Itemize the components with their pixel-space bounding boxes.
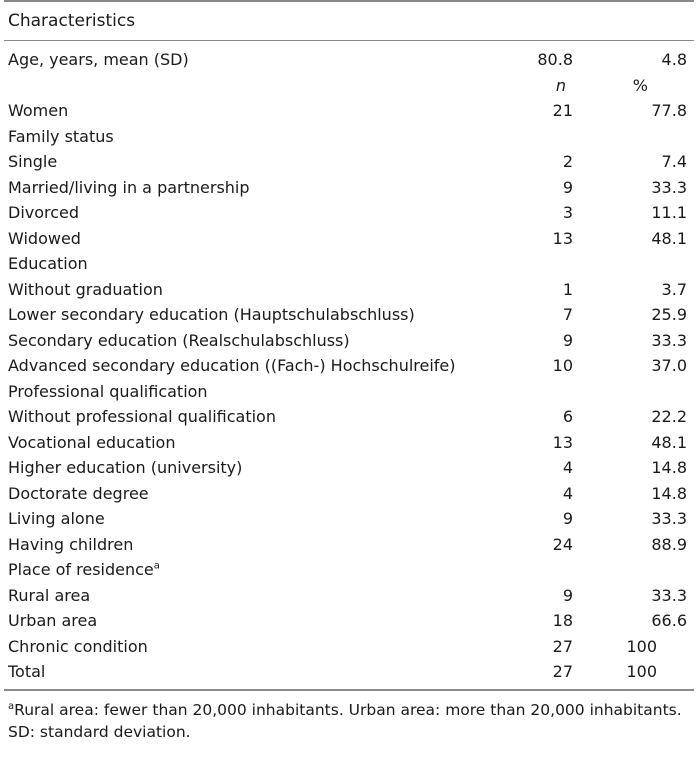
row-label (8, 535, 133, 554)
table-row (4, 455, 694, 481)
row-label-text: Living alone (8, 509, 105, 528)
table-row (4, 124, 694, 150)
table-row (4, 353, 694, 379)
row-label (8, 229, 81, 248)
row-label (8, 178, 250, 197)
cell-n: 6 (562, 407, 573, 426)
table-row (4, 149, 694, 175)
row-label-text: Higher education (university) (8, 458, 243, 477)
row-label-text: Married/living in a partnership (8, 177, 250, 197)
row-label-text: Chronic condition (8, 636, 148, 656)
row-label (8, 280, 163, 299)
cell-percent: 77.8 (651, 101, 687, 120)
cell-percent: 4.8 (661, 50, 687, 69)
table-row (4, 634, 694, 660)
cell-percent: 14.8 (651, 483, 687, 503)
footnote-marker: a (8, 700, 15, 712)
row-label (8, 50, 189, 69)
row-label-text: Age, years, mean (SD) (8, 50, 189, 69)
row-label (8, 586, 90, 605)
table-row (4, 532, 694, 558)
footnote-text: Rural area: fewer than 20,000 inhabitants. Urban area: more than 20,000 inhabitants. SD: standard deviation. (8, 700, 682, 741)
cell-n: 2 (562, 152, 573, 171)
row-label (8, 127, 114, 146)
row-label (8, 203, 79, 222)
table-row (4, 73, 694, 99)
row-label-text: Without professional qualification (8, 407, 276, 426)
cell-percent: 33.3 (651, 585, 687, 605)
table-row (4, 506, 694, 532)
cell-n: 13 (552, 228, 573, 248)
cell-n: 10 (552, 356, 573, 375)
cell-percent: 37.0 (651, 356, 687, 375)
row-label-text: Family status (8, 126, 114, 146)
table-row (4, 175, 694, 201)
cell-n: 9 (562, 509, 573, 528)
row-label (8, 433, 175, 452)
row-label (8, 382, 208, 401)
cell-percent: % (632, 75, 648, 95)
row-label-text: Women (8, 101, 69, 120)
table-row (4, 47, 694, 73)
row-label (8, 560, 160, 579)
footnote-ref: a (153, 560, 160, 572)
table-row (4, 98, 694, 124)
row-label (8, 305, 415, 324)
cell-n: 4 (562, 483, 573, 503)
row-label (8, 407, 276, 426)
row-label-text: Rural area (8, 585, 91, 605)
cell-n: 13 (552, 432, 573, 452)
table-row (4, 251, 694, 277)
row-label-text: Place of residence (8, 560, 154, 579)
cell-percent: 25.9 (651, 305, 687, 324)
cell-percent: 33.3 (651, 330, 687, 350)
table-footnote (4, 691, 694, 743)
row-label-text: Secondary education (Realschulabschluss) (8, 330, 350, 350)
row-label (8, 509, 105, 528)
row-label-text: Having children (8, 534, 134, 554)
row-label (8, 152, 57, 171)
row-label (8, 254, 88, 273)
cell-n: 27 (552, 636, 573, 656)
cell-percent: 3.7 (661, 279, 687, 299)
row-label-text: Without graduation (8, 279, 163, 299)
cell-n: 27 (552, 662, 573, 681)
cell-percent: 100 (626, 636, 657, 656)
row-label-text: Advanced secondary education ((Fach-) Hochschulreife) (8, 356, 456, 375)
table-row (4, 302, 694, 328)
table-row (4, 430, 694, 456)
cell-n: 4 (562, 458, 573, 477)
table-row (4, 379, 694, 405)
row-label-text: Widowed (8, 228, 81, 248)
row-label-text: Doctorate degree (8, 483, 149, 503)
row-label (8, 484, 149, 503)
cell-n: 24 (552, 534, 573, 554)
cell-percent: 22.2 (651, 407, 687, 426)
cell-n: 80.8 (537, 50, 573, 69)
table-row (4, 481, 694, 507)
row-label-text: Total (8, 662, 46, 681)
cell-percent: 33.3 (651, 509, 687, 528)
header-characteristics: Characteristics (8, 11, 136, 31)
table-row (4, 583, 694, 609)
cell-n: 7 (562, 305, 573, 324)
row-label (8, 356, 456, 375)
row-label-text: Single (8, 152, 58, 171)
cell-percent: 7.4 (661, 152, 687, 171)
table-header (4, 2, 694, 40)
cell-n: 9 (562, 330, 573, 350)
row-label (8, 611, 97, 630)
cell-percent: 88.9 (651, 534, 687, 554)
row-label-text: Divorced (8, 203, 80, 222)
table-row (4, 557, 694, 583)
table-row (4, 277, 694, 303)
cell-percent: 14.8 (651, 458, 687, 477)
table-row (4, 328, 694, 354)
cell-percent: 48.1 (651, 228, 687, 248)
row-label (8, 101, 68, 120)
table-row (4, 404, 694, 430)
cell-n: n (555, 75, 566, 95)
table-row (4, 226, 694, 252)
row-label-text: Education (8, 254, 88, 273)
row-label-text: Professional qualification (8, 381, 208, 401)
cell-n: 18 (552, 611, 573, 630)
row-label (8, 331, 350, 350)
cell-n: 9 (562, 585, 573, 605)
row-label-text: Lower secondary education (Hauptschulabschluss) (8, 305, 415, 324)
row-label (8, 637, 148, 656)
table-row (4, 608, 694, 634)
table-body (4, 47, 694, 685)
cell-n: 3 (562, 203, 573, 222)
table-row (4, 659, 694, 685)
row-label-text: Vocational education (8, 432, 176, 452)
cell-percent: 100 (626, 662, 657, 681)
table-row (4, 200, 694, 226)
cell-percent: 11.1 (651, 203, 687, 222)
cell-percent: 48.1 (651, 432, 687, 452)
cell-percent: 66.6 (651, 611, 687, 630)
row-label (8, 662, 45, 681)
cell-percent: 33.3 (651, 177, 687, 197)
row-label-text: Urban area (8, 611, 98, 630)
cell-n: 1 (562, 279, 573, 299)
cell-n: 9 (562, 177, 573, 197)
cell-n: 21 (552, 101, 573, 120)
header-rule (4, 40, 694, 41)
row-label (8, 458, 242, 477)
characteristics-table (4, 0, 694, 743)
